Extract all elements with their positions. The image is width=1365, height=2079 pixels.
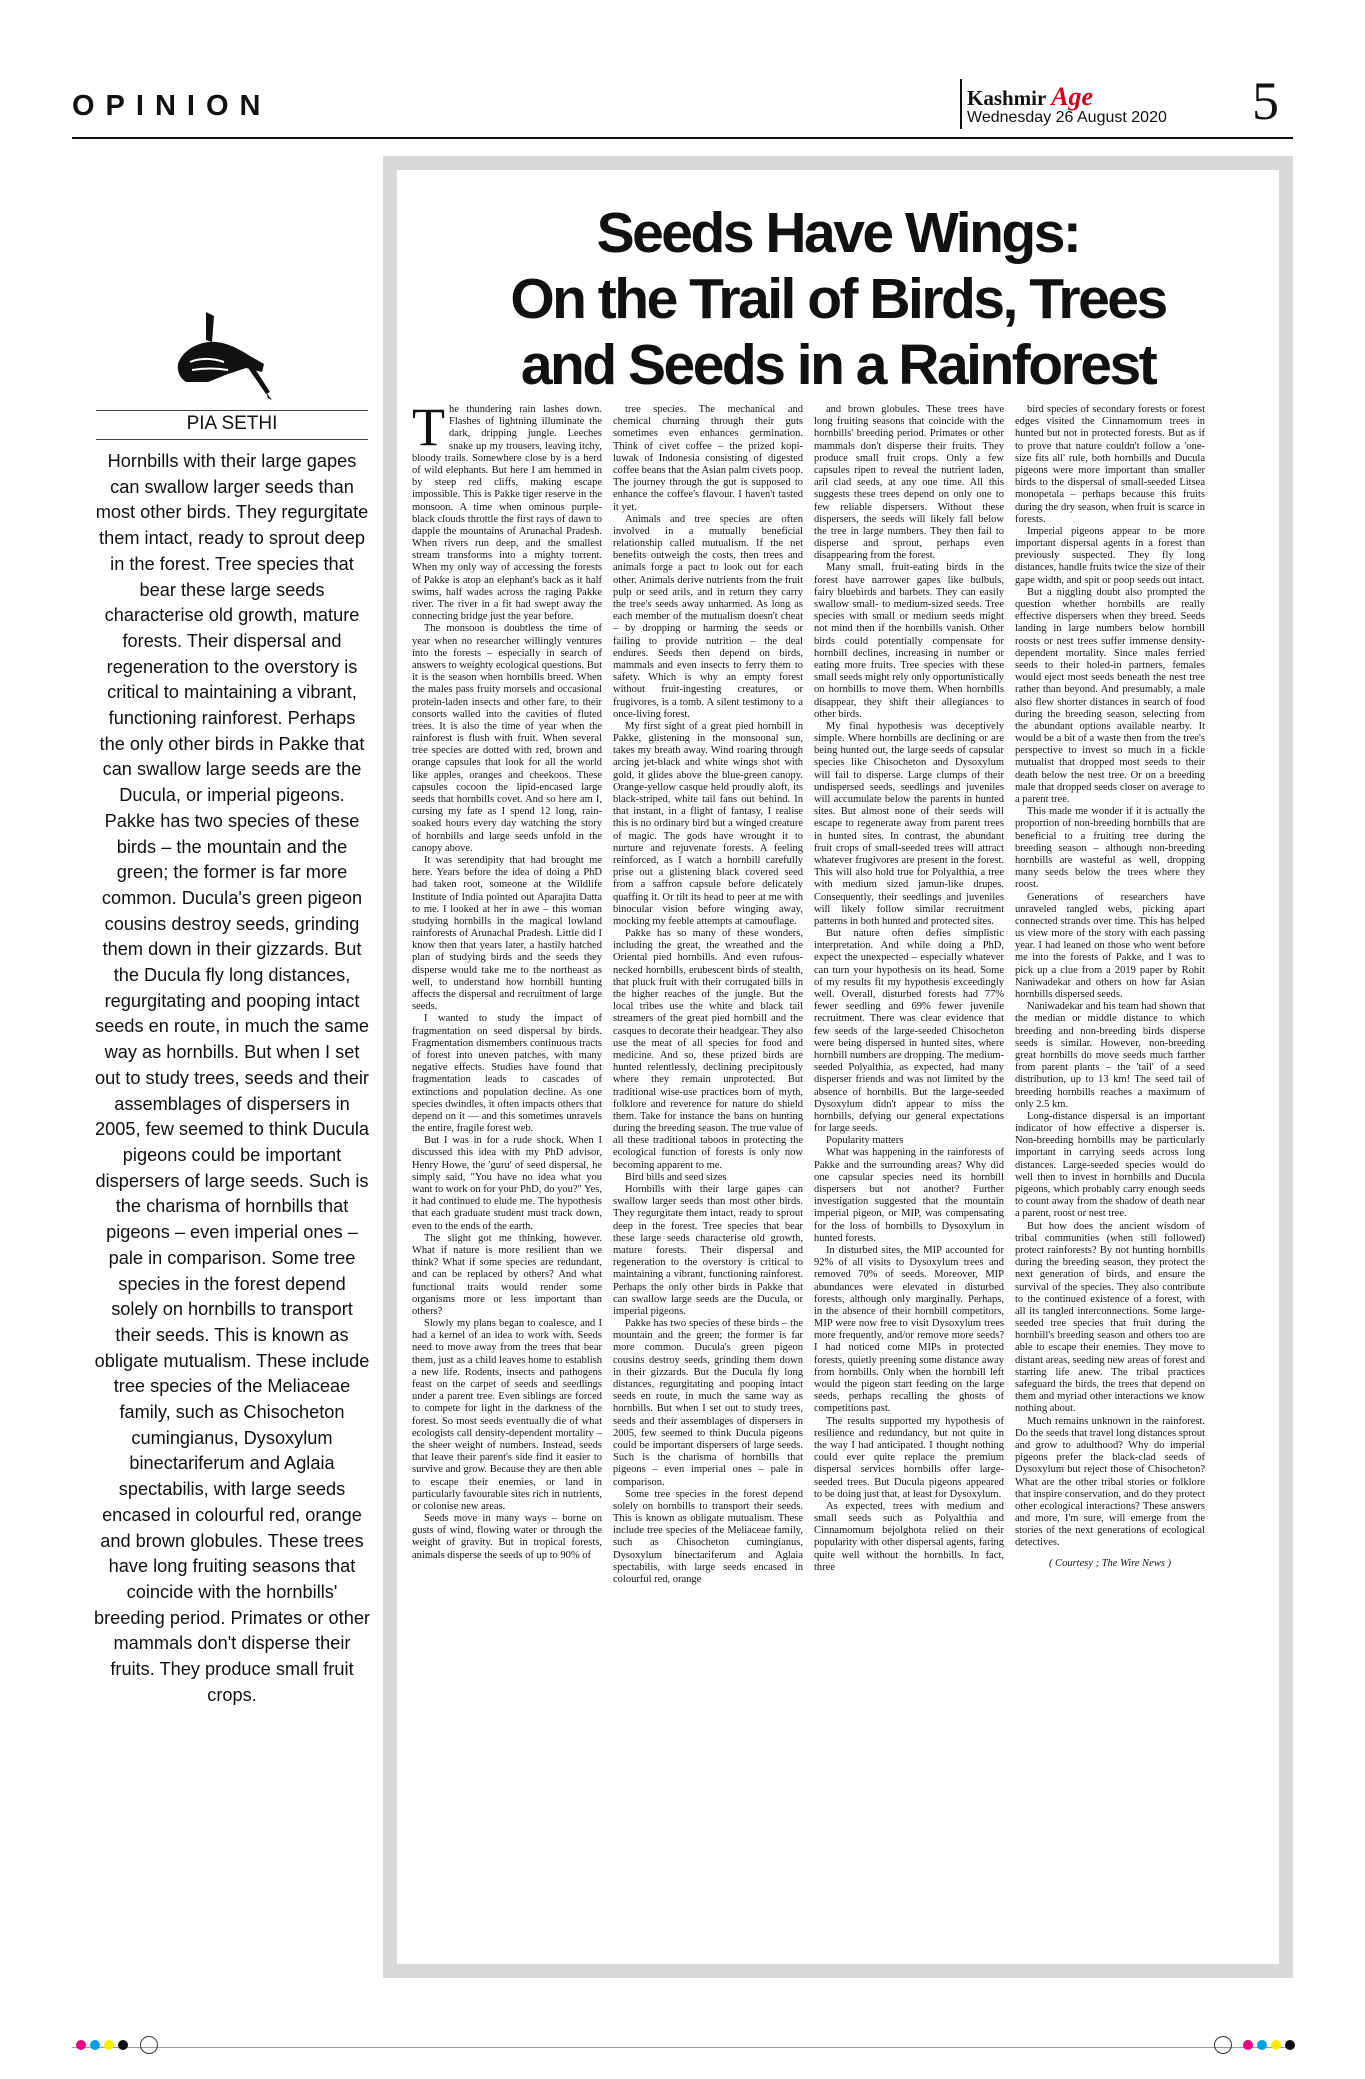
masthead-rule (960, 79, 962, 129)
registration-dot (1243, 2040, 1253, 2050)
article-column-2 (613, 404, 803, 1919)
paragraph: Pakke has two species of these birds – the mountain and the green; the former is far more common. Ducula's green pigeon cousins destroy seeds, grinding them down in their gizzards. But the Ducula fly long distances, regurgitating and pooping intact seeds en route, in much the same way as hornbills. But when I set out to study trees, seeds and their assemblages of dispersers in 2005, few seemed to think Ducula pigeons could be important dispersers of large seeds. Such is the charisma of hornbills that pigeons – even imperial ones – pale in comparison. (613, 1318, 803, 1488)
registration-dot (1257, 2040, 1267, 2050)
crop-line (72, 2047, 1293, 2048)
registration-mark (1214, 2036, 1232, 2054)
paragraph: But how does the ancient wisdom of tribal communities (when still followed) protect rainforests? By not hunting hornbills during the breeding season, they protect the next generation of birds, and ensure the survival of the species. They also contribute to the continued existence of a forest, with all its tangled interconnections. Some large-seeded tree species that fruit during the hornbill's breeding season and others too are able to escape their enemies. They move to distant areas, seeding new areas of forest and starting life anew. The tribal practices safeguard the birds, the trees that depend on them and myriad other interactions we know nothing about. (1015, 1220, 1205, 1415)
headline-line: and Seeds in a Rainforest (520, 333, 1156, 397)
paragraph: My first sight of a great pied hornbill in Pakke, glistening in the monsoonal sun, takes my breath away. Wind roaring through arcing jet-black and white wings shot with gold, it glides above the blue-green canopy. Orange-yellow casque held proudly aloft, its black-striped, white tail fans out behind. In that instant, in a flight of fantasy, I realise this is no ordinary bird but a winged creature of magic. The gods have wrought it to nurture and rejuvenate forests. A feeling reinforced, as I watch a hornbill carefully prise out a glistening black covered seed from a saffron capsule before delicately quaffing it. Or tilt its head to peer at me with binocular vision before winging away, mocking my feeble attempts at camouflage. (613, 720, 803, 927)
article-column-3 (814, 404, 1004, 1919)
paragraph: It was serendipity that had brought me here. Years before the idea of doing a PhD had taken root, someone at the Wildlife Institute of India pointed out Aparajita Datta to me. I looked at her in awe – this woman studying hornbills in the magical lowland rainforests of Arunachal Pradesh. Little did I know then that years later, a hastily hatched plan of studying birds and the seeds they disperse would take me to the northeast as well, to understand how hornbill hunting affects the dispersal and recruitment of large seeds. (412, 854, 602, 1013)
paragraph: But I was in for a rude shock. When I discussed this idea with my PhD advisor, Henry Howe, the 'guru' of seed dispersal, he simply said, "You have no idea what you want to work on for your PhD, do you?" Yes, it had continued to elude me. The hypothesis that each graduate student must track down, even to the ends of the earth. (412, 1135, 602, 1232)
standfirst: Hornbills with their large gapes can swallow larger seeds than most other birds. They regurgitate them intact, ready to sprout deep in the forest. Tree species that bear these large seeds characterise old growth, mature forests. Their dispersal and regeneration to the overstory is critical to maintaining a vibrant, functioning rainforest. Perhaps the only other birds in Pakke that can swallow large seeds are the Ducula, or imperial pigeons. Pakke has two species of these birds – the mountain and the green; the former is far more common. Ducula's green pigeon cousins destroy seeds, grinding them down in their gizzards. But the Ducula fly long distances, regurgitating and pooping intact seeds en route, in much the same way as hornbills. But when I set out to study trees, seeds and their assemblages of dispersers in 2005, few seemed to think Ducula pigeons could be important dispersers of large seeds. Such is the charisma of hornbills that pigeons – even imperial ones – pale in comparison. Some tree species in the forest depend solely on hornbills to transport their seeds. This is known as obligate mutualism. These include tree species of the Meliaceae family, such as Chisocheton cumingianus, Dysoxylum binectariferum and Aglaia spectabilis, with large seeds encased in colourful red, orange and brown globules. These trees have long fruiting seasons that coincide with the hornbills' breeding period. Primates or other mammals don't disperse their fruits. They produce small fruit crops. (94, 451, 370, 1705)
headline-line: On the Trail of Birds, Trees (510, 267, 1166, 331)
paragraph: As expected, trees with medium and small seeds such as Polyalthia and Cinnamomum bejolghota relied on their popularity with other dispersal agents, faring quite well without the hornbills. In fact, three (814, 1500, 1004, 1573)
issue-date: Wednesday 26 August 2020 (967, 109, 1167, 126)
masthead (960, 79, 1245, 131)
paragraph-text: he thundering rain lashes down. Flashes of lightning illuminate the dark, dripping jungle. Leeches snake up my trousers, leaving itchy, bloody trails. Somewhere close by is a herd of wild elephants. But here I am hemmed in by steep red cliffs, making escape impossible. This is Pakke tiger reserve in the monsoon. A time when ominous purple-black clouds throttle the first rays of dawn to dapple the mountains of Arunachal Pradesh. When rivers run deep, and the smallest stream transforms into a mighty torrent. When my only way of accessing the forests of Pakke is atop an elephant's back as it half swims, half wades across the raging Pakke river. The river in a fit had swept away the connecting bridge just the year before. (412, 404, 602, 623)
paragraph: I wanted to study the impact of fragmentation on seed dispersal by birds. Fragmentation dismembers continuous tracts of forest into uneven patches, with many negative effects. Studies have found that fragmentation leads to cascades of extinctions and population decline. As one species dwindles, it often impacts others that depend on it — and this sometimes unravels the entire, fragile forest web. (412, 1013, 602, 1135)
paragraph: Naniwadekar and his team had shown that the median or middle distance to which breeding and non-breeding birds disperse seeds is similar. However, non-breeding great hornbills do move seeds much farther from parent plants – the 'tail' of a seed distribution, up to 13 km! The seed tail of breeding hornbills reaches a maximum of only 2.5 km. (1015, 1001, 1205, 1110)
masthead-logo (967, 82, 1093, 112)
headline (397, 200, 1279, 398)
paragraph: What was happening in the rainforests of Pakke and the surrounding areas? Why did one capsular species need its hornbill dispersers but not another? Further investigation suggested that the mountain imperial pigeon, or MIP, was compensating for the loss of hornbills to Dysoxylum in hunted forests. (814, 1147, 1004, 1244)
registration-dot (76, 2040, 86, 2050)
paragraph: Seeds move in many ways – borne on gusts of wind, flowing water or through the weight of gravity. But in tropical forests, animals disperse the seeds of up to 90% of (412, 1513, 602, 1561)
paragraph: The results supported my hypothesis of resilience and redundancy, but not quite in the way I had anticipated. I thought nothing could ever quite replace the premium dispersal services hornbills offer large-seeded trees. But Ducula pigeons appeared to be doing just that, at least for Dysoxylum. (814, 1415, 1004, 1500)
subheading: Popularity matters (826, 1135, 904, 1147)
paragraph: Imperial pigeons appear to be more important dispersal agents in a forest than previously suspected. They fly long distances, handle fruits twice the size of their gape width, and spit or poop seeds out intact. (1015, 525, 1205, 586)
author-byline: PIA SETHI (186, 413, 278, 434)
article-column-1 (412, 404, 602, 1919)
paragraph: Generations of researchers have unraveled tangled webs, picking apart connected strands over time. This has helped us view more of the story with each passing year. I had leaned on those who went before me into the forests of Pakke, and I was to pick up a clue from a 2019 paper by Rohit Naniwadekar and others on how far Asian hornbills dispersed seeds. (1015, 891, 1205, 1000)
page-number: 5 (1252, 71, 1279, 131)
paragraph: The slight got me thinking, however. What if nature is more resilient than we think? What if some species are redundant, and can be replaced by others? And what functional traits would render some organisms more or less important than others? (412, 1232, 602, 1317)
registration-mark (140, 2036, 158, 2054)
paragraph: Hornbills with their large gapes can swallow larger seeds than most other birds. They regurgitate them intact, ready to sprout deep in the forest. Tree species that bear these large seeds characterise old growth, mature forests. Their dispersal and regeneration to the overstory is critical to maintaining a vibrant, functioning rainforest. Perhaps the only other birds in Pakke that can swallow large seeds are the Ducula, or imperial pigeons. (613, 1184, 803, 1317)
paragraph: My final hypothesis was deceptively simple. Where hornbills are declining or are being hunted out, the large seeds of capsular species like Chisocheton and Dysoxylum will fail to disperse. Large clumps of their undispersed seeds, seedlings and juveniles will accumulate below the parents in hunted sites. But almost none of their seeds will escape to regenerate away from parent trees in hunted sites. In contrast, the abundant fruit crops of small-seeded trees will attract whatever frugivores are present in the forest. This will also hold true for Polyalthia, a tree with medium sized jamun-like drupes. Consequently, their seedlings and juveniles will likely follow similar recruitment patterns in both hunted and protected sites. (814, 720, 1004, 927)
paragraph: Pakke has so many of these wonders, including the great, the wreathed and the Oriental pied hornbills. And even rufous-necked hornbills, erubescent birds of stealth, that pluck fruit with their corrugated bills in the higher reaches of the jungle. But the local tribes use the white and black tail streamers of the great pied hornbill and the casques to decorate their headgear. They also use the meat of all species for food and medicine. And so, these prized birds are hunted relentlessly, declining precipitously where they remain unprotected. But traditional wise-use practices born of myth, folklore and reverence for nature do shield them. Take for instance the bans on hunting during the breeding season. The true value of all these traditional taboos in protecting the ecological function of forests is only now becoming apparent to me. (613, 928, 803, 1171)
paragraph: bird species of secondary forests or forest edges visited the Cinnamomum trees in hunted but not in protected forests. But as if to prove that nature couldn't follow a 'one-size fits all' rule, both hornbills and Ducula pigeons were more important than smaller birds to the dispersal of small-seeded Litsea monopetala – perhaps because this fruits during the dry season, when fruit is scarce in forests. (1015, 404, 1205, 525)
courtesy-note: ( Courtesy ; The Wire News ) (1048, 1557, 1172, 1569)
header-rule (72, 137, 1293, 139)
paragraph: The monsoon is doubtless the time of year when no researcher willingly ventures into the forests – especially in search of answers to weighty ecological questions. But it is the season when hornbills breed. When the males pass fruity morsels and occasional protein-laden insects and other fare, to their consorts walled into the cavities of fluted trees. It is also the time of year when the rainforest is flush with fruit. When several tree species are dotted with red, brown and orange capsules that look for all the world like apples, oranges and cheekoos. These capsules cocoon the lipid-encased large seeds that hornbills covet. And so here am I, cursing my fate as I spend 12 long, rain-soaked hours every day watching the story of hornbills and large seeds unfold in the canopy above. (412, 623, 602, 854)
paragraph: Many small, fruit-eating birds in the forest have narrower gapes like bulbuls, fairy bluebirds and barbets. They can easily swallow small- to medium-sized seeds. Tree species with small or medium seeds might not mind then if the hornbills vanish. Other birds could potentially compensate for hornbill declines, increasing in number or eating more fruits. Tree species with these small seeds might rely only opportunistically on hornbills to move them. When hornbills disappear, they shift their allegiances to other birds. (814, 562, 1004, 720)
paragraph: This made me wonder if it is actually the proportion of non-breeding hornbills that are beneficial to a fruiting tree during the breeding season – although non-breeding hornbills are wasteful as well, dropping many seeds below the trees where they roost. (1015, 806, 1205, 891)
registration-dot (118, 2040, 128, 2050)
masthead-suffix: Age (1051, 82, 1094, 111)
paragraph: Some tree species in the forest depend solely on hornbills to transport their seeds. This is known as obligate mutualism. These include tree species of the Meliaceae family, such as Chisocheton cumingianus, Dysoxylum binectariferum and Aglaia spectabilis, with large seeds encased in colourful red, orange (613, 1488, 803, 1585)
pen-hand-icon (168, 302, 280, 402)
headline-line: Seeds Have Wings: (596, 201, 1080, 265)
paragraph: Long-distance dispersal is an important indicator of how effective a disperser is. Non-breeding hornbills may be particularly important in carrying seeds across long distances. Large-seeded species would do well then to invest in hornbills and Ducula pigeons, which probably carry enough seeds to count away from the shadow of death near a parent, roost or nest tree. (1015, 1110, 1205, 1220)
paragraph: and brown globules. These trees have long fruiting seasons that coincide with the hornbills' breeding period. Primates or other mammals don't disperse their fruits. They produce small fruit crops. Only a few capsules ripen to reveal the nutrient laden, aril clad seeds, at any one time. All this suggests these trees depend on only one to few reliable dispersers. Without these dispersers, the seeds will likely fall below the tree in large numbers. They then fail to disperse and sprout, perhaps even disappearing from the forest. (814, 404, 1004, 562)
registration-dot (90, 2040, 100, 2050)
paragraph: Slowly my plans began to coalesce, and I had a kernel of an idea to work with. Seeds need to move away from the trees that bear them, just as a child leaves home to establish a new life. Rodents, insects and pathogens feast on the carpet of seeds and seedlings under a parent tree. Even siblings are forced to compete for light in the darkness of the forest. So most seeds eventually die of what ecologists call density-dependent mortality – the sheer weight of numbers. Instead, seeds that leave their parent's side find it easier to survive and grow. Because they are then able to escape their enemies, or land in particularly favourable sites rich in nutrients, or colonise new areas. (412, 1318, 602, 1512)
registration-dot (1285, 2040, 1295, 2050)
registration-dot (1271, 2040, 1281, 2050)
article-column-4 (1015, 404, 1205, 1919)
drop-cap: T (412, 404, 445, 457)
masthead-prefix: Kashmir (967, 86, 1046, 110)
paragraph: Much remains unknown in the rainforest. Do the seeds that travel long distances sprout and grow to adulthood? Why do imperial pigeons prefer the black-clad seeds of Dysoxylum but reject those of Chisocheton? What are the other tribal stories or folklore that inspire conservation, and do they protect other ecological interactions? These answers and more, I'm sure, will emerge from the stories of the next generations of ecological detectives. (1015, 1415, 1205, 1549)
paragraph (412, 404, 602, 623)
paragraph: tree species. The mechanical and chemical churning through their guts sometimes even enhances germination. Think of civet coffee – the prized kopi-luwak of Indonesia consisting of digested coffee beans that the Asian palm civets poop. The journey through the gut is supposed to enhance the coffee's flavour. I haven't tasted it yet. (613, 404, 803, 513)
byline-rule-top (96, 410, 368, 411)
subheading: Bird bills and seed sizes (625, 1171, 727, 1183)
paragraph: But a niggling doubt also prompted the question whether hornbills are really effective dispersers when they breed. Seeds landing in large numbers below hornbill roosts or nest trees suffer immense density-dependent mortality. Since males ferried seeds to their holed-in partners, females would eject most seeds beneath the nest tree rather than beyond. And presumably, a male also flew shorter distances in search of food during the breeding season, selecting from the abundant options available nearby. It would be a bit of a waste then from the tree's perspective to invest so much in a fickle mutualist that dropped most seeds to their death below the nest tree. Or on a breeding male that dropped seeds closer on average to a parent tree. (1015, 586, 1205, 805)
paragraph: But nature often defies simplistic interpretation. And while doing a PhD, expect the unexpected – especially whatever can turn your hypothesis on its head. Some of my results fit my hypothesis exceedingly well. Overall, disturbed forests had 77% fewer seedling and 69% fewer juvenile recruitment. There was clear evidence that few seeds of the large-seeded Chisocheton were being dispersed in hunted sites, where hornbill numbers are dropping. The medium-seeded Polyalthia, as expected, had many disperser friends and was not limited by the absence of hornbills. But the large-seeded Dysoxylum didn't appear to miss the hornbills, defying our general expectations for large seeds. (814, 928, 1004, 1135)
paragraph: Animals and tree species are often involved in a mutually beneficial relationship called mutualism. If the net benefits outweigh the costs, then trees and animals forge a pact to look out for each other. Animals derive nutrients from the fruit pulp or seed arils, and in return they carry the tree's seeds away unharmed. As long as each member of the mutualism doesn't cheat – by dropping or harming the seeds or failing to provide nutrition – the deal endures. Seeds then depend on birds, mammals and even insects to ferry them to safety. Which is why an empty forest without fruit-ingesting creatures, or frugivores, is a tomb. A silent testimony to a once-living forest. (613, 513, 803, 720)
paragraph: In disturbed sites, the MIP accounted for 92% of all visits to Dysoxylum trees and removed 70% of seeds. Moreover, MIP abundances were elevated in disturbed forests, although only marginally. Perhaps, in the absence of their hornbill competitors, MIP were now free to visit Dysoxylum trees more frequently, and/or remove more seeds? I had noticed come MIPs in protected forests, quietly preening some distance away from hornbills. Only when the hornbill left would the pigeon start feeding on the large seeds, perhaps recalling the ghosts of competitions past. (814, 1244, 1004, 1415)
registration-dot (104, 2040, 114, 2050)
section-title: OPINION (72, 90, 272, 122)
byline-rule-bottom (96, 439, 368, 440)
